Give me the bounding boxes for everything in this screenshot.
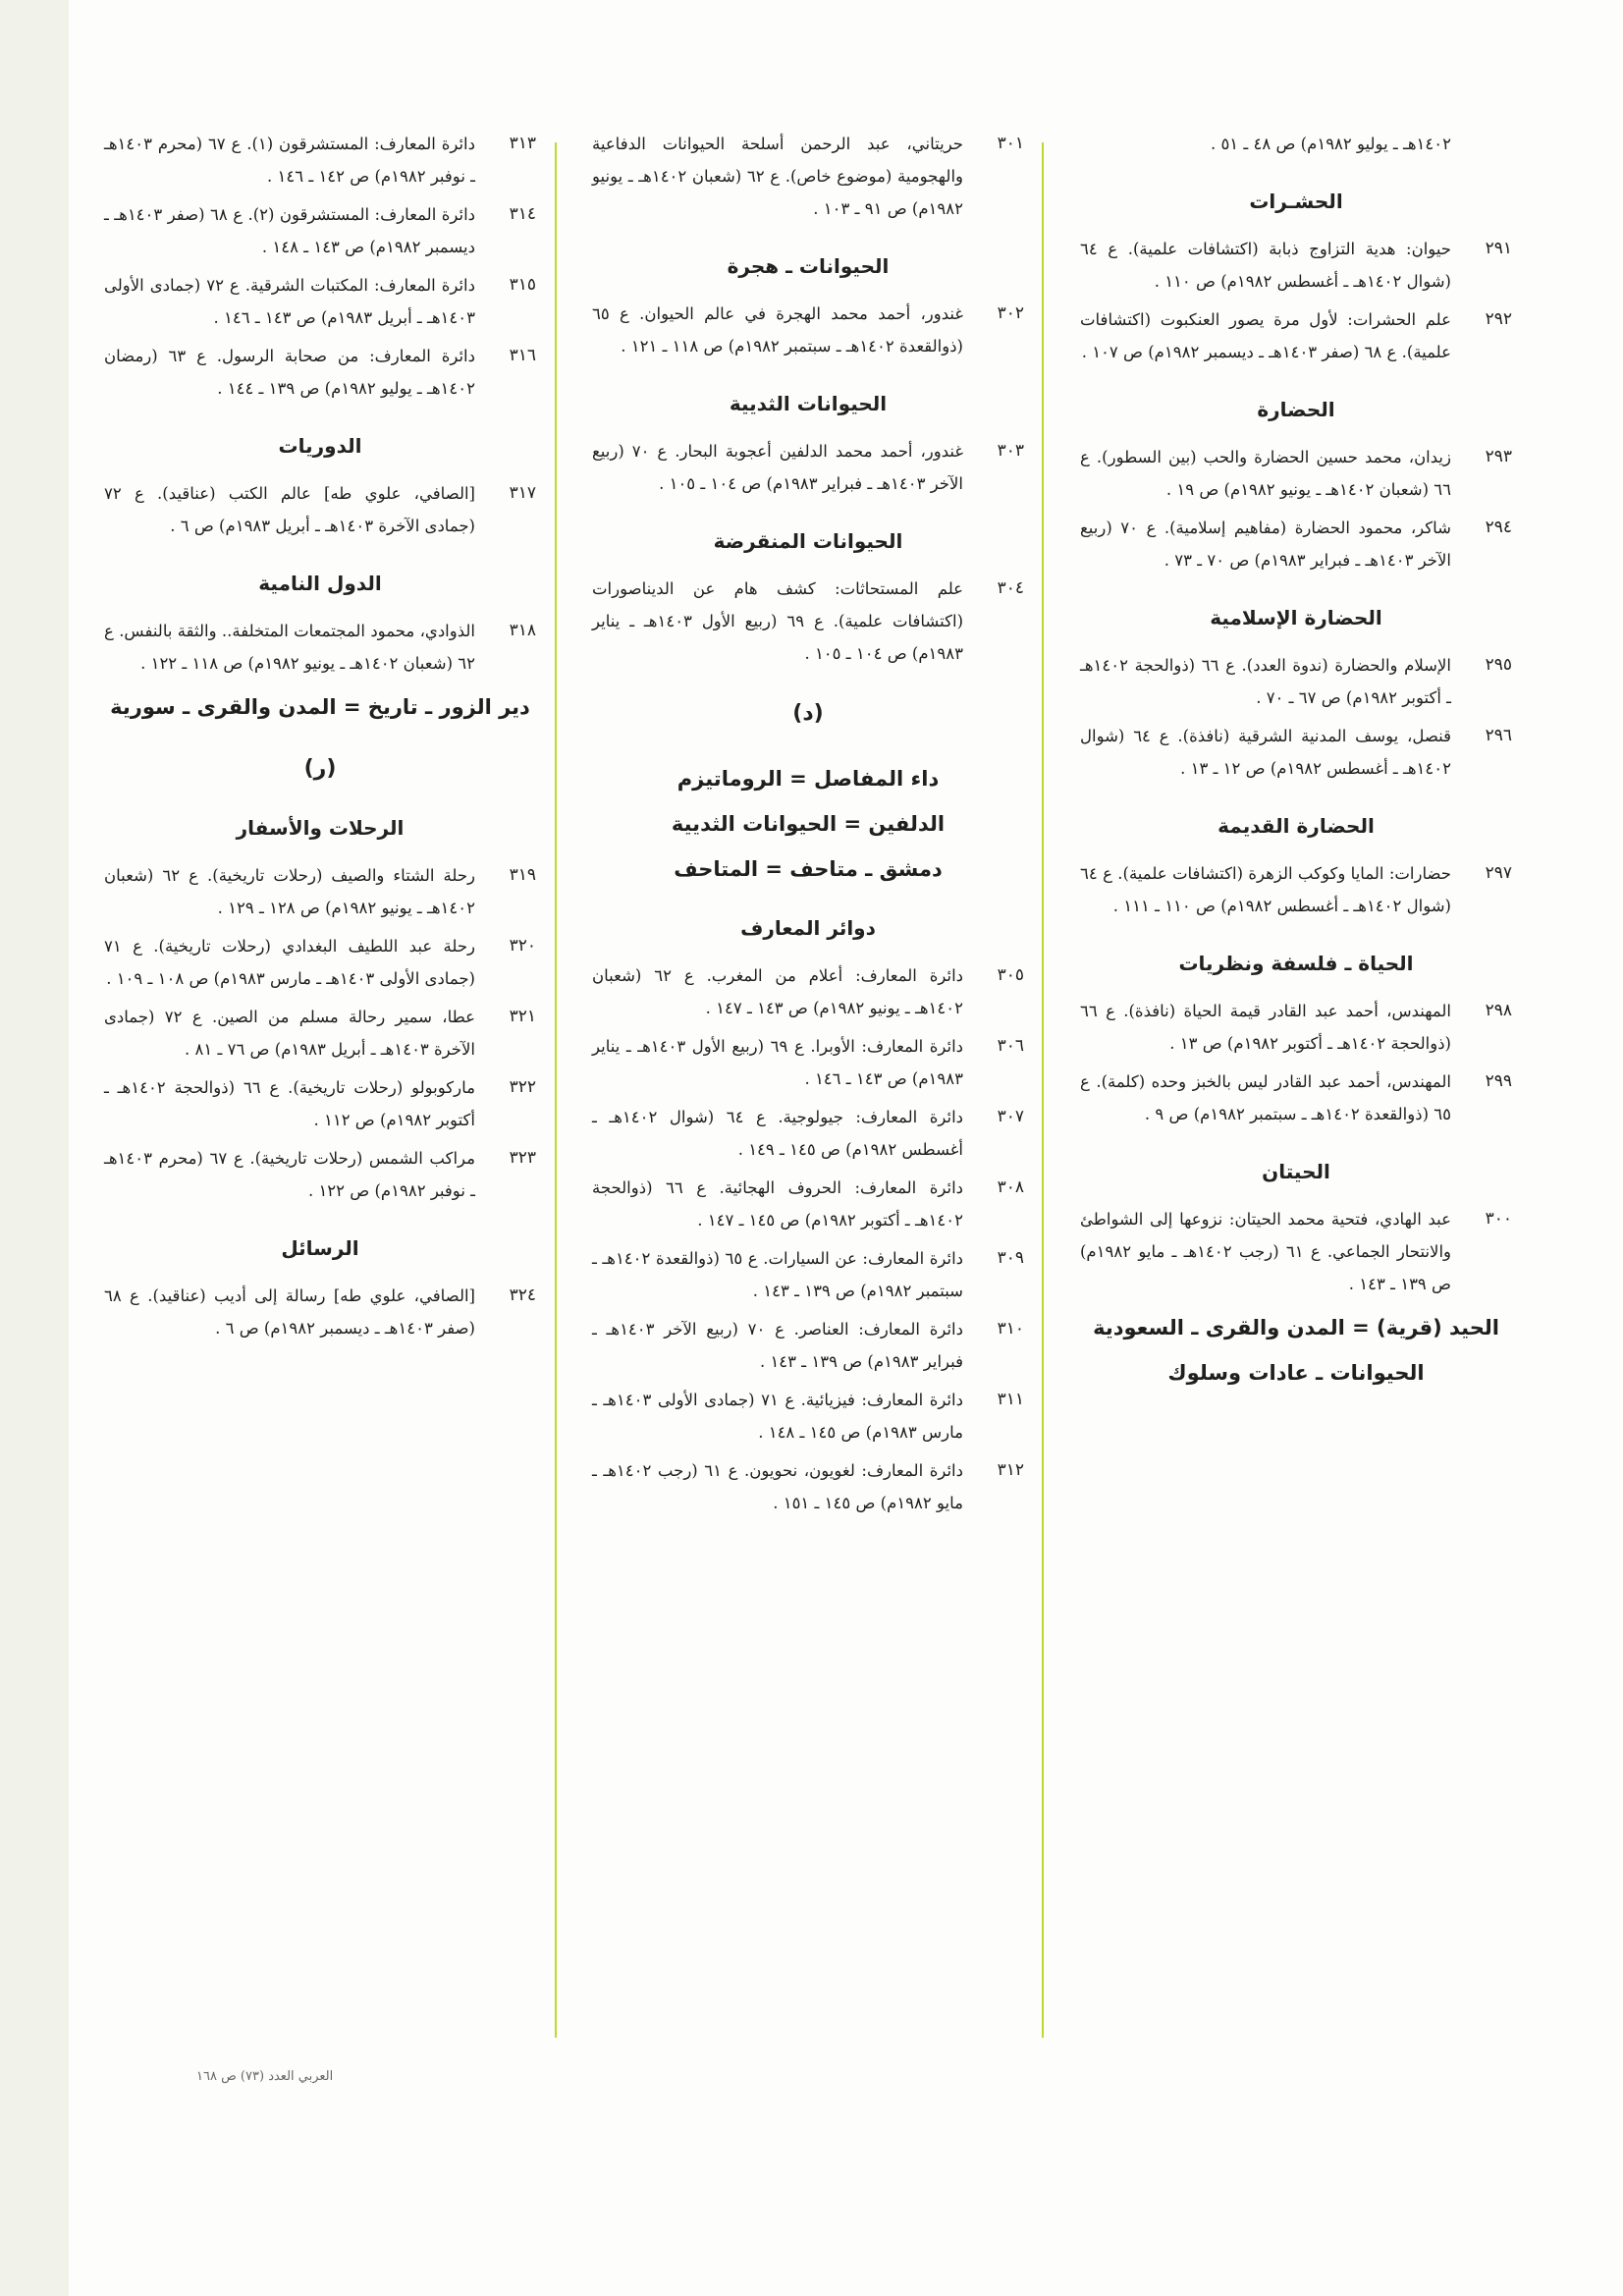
entry-number: ٣٠٦ [997, 1036, 1024, 1056]
index-entry [592, 298, 1024, 362]
index-column-right [1080, 128, 1512, 2043]
index-entry [592, 1384, 1024, 1449]
entry-number: ٣٠١ [997, 134, 1024, 153]
letter-section-heading: (ر) [303, 756, 337, 781]
entry-number: ٣١٩ [509, 865, 536, 885]
entry-number: ٣١٤ [509, 204, 536, 224]
subject-heading: الحيوانات الثديية [729, 392, 888, 415]
entry-text: حريتاني، عبد الرحمن أسلحة الحيوانات الدفاعية والهجومية (موضوع خاص). ع ٦٢ (شعبان ١٤٠٢هـ ـ يونيو ١٩٨٢م) ص ٩١ ـ ١٠٣ . [592, 135, 963, 218]
entry-text: ١٤٠٢هـ ـ يوليو ١٩٨٢م) ص ٤٨ ـ ٥١ . [1210, 135, 1451, 153]
letter-section-heading: (د) [792, 701, 824, 726]
entry-number: ٣١٥ [509, 275, 536, 295]
entry-text: المهندس، أحمد عبد القادر قيمة الحياة (نافذة). ع ٦٦ (ذوالحجة ١٤٠٢هـ ـ أكتوبر ١٩٨٢م) ص ١٣ . [1080, 1002, 1451, 1053]
entry-number: ٣٠٥ [997, 965, 1024, 985]
subject-heading: الرسائل [281, 1236, 359, 1260]
subject-heading: الحيوانات ـ هجرة [727, 254, 890, 278]
index-entry [592, 1242, 1024, 1307]
index-entry [1080, 441, 1512, 506]
subject-heading: الحياة ـ فلسفة ونظريات [1178, 952, 1414, 975]
entry-number: ٣٠٣ [997, 441, 1024, 461]
entry-number: ٢٩١ [1485, 239, 1512, 258]
entry-number: ٢٩٨ [1485, 1001, 1512, 1020]
cross-reference: داء المفاصل = الروماتيزم [676, 767, 940, 791]
index-entry [1080, 995, 1512, 1060]
index-entry [1080, 1066, 1512, 1130]
cross-reference: دير الزور ـ تاريخ = المدن والقرى ـ سورية [110, 695, 530, 719]
subject-heading: الرحلات والأسفار [236, 816, 405, 840]
cross-reference: الدلفين = الحيوانات الثديية [671, 812, 946, 836]
index-column-left [104, 128, 536, 2043]
entry-text: الذوادي، محمود المجتمعات المتخلفة.. والثقة بالنفس. ع ٦٢ (شعبان ١٤٠٢هـ ـ يونيو ١٩٨٢م) ص ١١٨ ـ ١٢٢ . [104, 622, 475, 673]
entry-text: عطا، سمير رحالة مسلم من الصين. ع ٧٢ (جمادى الآخرة ١٤٠٣هـ ـ أبريل ١٩٨٣م) ص ٧٦ ـ ٨١ . [104, 1008, 475, 1059]
index-entry [592, 959, 1024, 1024]
index-entry [104, 198, 536, 263]
entry-text: ماركوبولو (رحلات تاريخية). ع ٦٦ (ذوالحجة ١٤٠٢هـ ـ أكتوبر ١٩٨٢م) ص ١١٢ . [104, 1078, 475, 1129]
subject-heading: الحيوانات المنقرضة [713, 529, 903, 553]
index-entry [104, 1071, 536, 1136]
entry-number: ٣٢٢ [509, 1077, 536, 1097]
subject-heading: دوائر المعارف [740, 916, 876, 940]
index-entry [1080, 649, 1512, 714]
entry-text: حيوان: هدية التزاوج ذبابة (اكتشافات علمية). ع ٦٤ (شوال ١٤٠٢هـ ـ أغسطس ١٩٨٢م) ص ١١٠ . [1080, 240, 1451, 291]
index-entry [104, 1142, 536, 1207]
entry-text: زيدان، محمد حسين الحضارة والحب (بين السطور). ع ٦٦ (شعبان ١٤٠٢هـ ـ يونيو ١٩٨٢م) ص ١٩ . [1080, 448, 1451, 499]
entry-number: ٣١٣ [509, 134, 536, 153]
index-entry [104, 477, 536, 542]
entry-number: ٢٩٢ [1485, 309, 1512, 329]
index-entry [1080, 720, 1512, 785]
entry-text: دائرة المعارف: أعلام من المغرب. ع ٦٢ (شعبان ١٤٠٢هـ ـ يونيو ١٩٨٢م) ص ١٤٣ ـ ١٤٧ . [592, 966, 963, 1017]
index-entry [104, 128, 536, 192]
subject-heading: الدول النامية [258, 572, 382, 595]
entry-text: دائرة المعارف: العناصر. ع ٧٠ (ربيع الآخر ١٤٠٣هـ ـ فبراير ١٩٨٣م) ص ١٣٩ ـ ١٤٣ . [592, 1320, 963, 1371]
entry-number: ٣٠٤ [997, 578, 1024, 598]
entry-number: ٣٢١ [509, 1007, 536, 1026]
continued-text [1080, 128, 1512, 160]
subject-heading: الحضارة الإسلامية [1210, 606, 1382, 629]
entry-text: دائرة المعارف: الأوبرا. ع ٦٩ (ربيع الأول ١٤٠٣هـ ـ يناير ١٩٨٣م) ص ١٤٣ ـ ١٤٦ . [592, 1037, 964, 1088]
entry-number: ٣٠٠ [1485, 1209, 1512, 1229]
entry-text: دائرة المعارف: الحروف الهجائية. ع ٦٦ (ذوالحجة ١٤٠٢هـ ـ أكتوبر ١٩٨٢م) ص ١٤٥ ـ ١٤٧ . [592, 1178, 964, 1230]
entry-number: ٣٠٩ [997, 1248, 1024, 1268]
index-entry [592, 1030, 1024, 1095]
entry-number: ٣٠٧ [997, 1107, 1024, 1126]
entry-text: دائرة المعارف: جيولوجية. ع ٦٤ (شوال ١٤٠٢هـ ـ أغسطس ١٩٨٢م) ص ١٤٥ ـ ١٤٩ . [592, 1108, 963, 1159]
entry-number: ٢٩٥ [1485, 655, 1512, 675]
subject-heading: الحيتان [1262, 1160, 1330, 1183]
entry-number: ٣١٢ [997, 1460, 1024, 1480]
entry-text: قنصل، يوسف المدنية الشرقية (نافذة). ع ٦٤ (شوال ١٤٠٢هـ ـ أغسطس ١٩٨٢م) ص ١٢ ـ ١٣ . [1080, 727, 1451, 778]
index-entry [1080, 303, 1512, 368]
entry-text: المهندس، أحمد عبد القادر ليس بالخبز وحده (كلمة). ع ٦٥ (ذوالقعدة ١٤٠٢هـ ـ سبتمبر ١٩٨٢م) ص ٩ . [1080, 1072, 1451, 1123]
index-entry [104, 859, 536, 924]
entry-number: ٣١٨ [509, 621, 536, 640]
index-entry [1080, 1203, 1512, 1300]
entry-number: ٢٩٩ [1485, 1071, 1512, 1091]
entry-number: ٣٠٢ [997, 303, 1024, 323]
entry-number: ٢٩٧ [1485, 863, 1512, 883]
entry-text: علم الحشرات: لأول مرة يصور العنكبوت (اكتشافات علمية). ع ٦٨ (صفر ١٤٠٣هـ ـ ديسمبر ١٩٨٢م) ص ١٠٧ . [1080, 310, 1451, 361]
entry-number: ٣١٠ [997, 1319, 1024, 1339]
entry-number: ٢٩٤ [1485, 518, 1512, 537]
subject-heading: الحضارة القديمة [1217, 814, 1375, 838]
entry-number: ٣٢٠ [509, 936, 536, 956]
index-entry [104, 1001, 536, 1066]
index-entry [592, 573, 1024, 670]
index-entry [104, 1280, 536, 1344]
index-entry [1080, 512, 1512, 576]
entry-text: عبد الهادي، فتحية محمد الحيتان: نزوعها إلى الشواطئ والانتحار الجماعي. ع ٦١ (رجب ١٤٠٢هـ ـ مايو ١٩٨٢م) ص ١٣٩ ـ ١٤٣ . [1080, 1210, 1451, 1293]
index-entry [1080, 857, 1512, 922]
entry-text: علم المستحاثات: كشف هام عن الديناصورات (اكتشافات علمية). ع ٦٩ (ربيع الأول ١٤٠٣هـ ـ يناير ١٩٨٣م) ص ١٠٤ ـ ١٠٥ . [592, 579, 964, 663]
cross-reference: الحيوانات ـ عادات وسلوك [1167, 1361, 1425, 1385]
entry-text: دائرة المعارف: فيزيائية. ع ٧١ (جمادى الأولى ١٤٠٣هـ ـ مارس ١٩٨٣م) ص ١٤٥ ـ ١٤٨ . [592, 1391, 963, 1442]
entry-text: حضارات: المايا وكوكب الزهرة (اكتشافات علمية). ع ٦٤ (شوال ١٤٠٢هـ ـ أغسطس ١٩٨٢م) ص ١١٠ ـ ١١١ . [1080, 864, 1451, 915]
index-entry [592, 1101, 1024, 1166]
entry-text: الإسلام والحضارة (ندوة العدد). ع ٦٦ (ذوالحجة ١٤٠٢هـ ـ أكتوبر ١٩٨٢م) ص ٦٧ ـ ٧٠ . [1080, 656, 1451, 707]
index-column-middle [592, 128, 1024, 2043]
cross-reference: دمشق ـ متاحف = المتاحف [674, 857, 943, 881]
entry-number: ٣٢٤ [509, 1285, 536, 1305]
entry-text: [الصافي، علوي طه] عالم الكتب (عناقيد). ع ٧٢ (جمادى الآخرة ١٤٠٣هـ ـ أبريل ١٩٨٣م) ص ٦ . [104, 484, 475, 535]
index-page [98, 128, 1512, 2043]
index-entry [104, 269, 536, 334]
page-footer: العربي العدد (٧٣) ص ١٦٨ [196, 2069, 334, 2084]
subject-heading: الحضارة [1257, 398, 1335, 421]
index-entry [104, 340, 536, 405]
index-entry [104, 615, 536, 680]
entry-number: ٣٠٨ [997, 1177, 1024, 1197]
entry-text: رحلة الشتاء والصيف (رحلات تاريخية). ع ٦٢ (شعبان ١٤٠٢هـ ـ يونيو ١٩٨٢م) ص ١٢٨ ـ ١٢٩ . [104, 866, 476, 917]
entry-number: ٣١٦ [509, 346, 536, 365]
index-entry [104, 930, 536, 995]
entry-number: ٣١٧ [509, 483, 536, 503]
index-entry [592, 1313, 1024, 1378]
entry-text: دائرة المعارف: لغويون، نحويون. ع ٦١ (رجب ١٤٠٢هـ ـ مايو ١٩٨٢م) ص ١٤٥ ـ ١٥١ . [592, 1461, 963, 1512]
entry-number: ٣٢٣ [509, 1148, 536, 1168]
index-entry [592, 435, 1024, 500]
entry-text: شاكر، محمود الحضارة (مفاهيم إسلامية). ع ٧٠ (ربيع الآخر ١٤٠٣هـ ـ فبراير ١٩٨٣م) ص ٧٠ ـ ٧٣ . [1080, 519, 1451, 570]
entry-text: رحلة عبد اللطيف البغدادي (رحلات تاريخية). ع ٧١ (جمادى الأولى ١٤٠٣هـ ـ مارس ١٩٨٣م) ص ١٠٨ ـ ١٠٩ . [104, 937, 475, 988]
index-entry [1080, 233, 1512, 298]
entry-text: غندور، أحمد محمد الهجرة في عالم الحيوان. ع ٦٥ (ذوالقعدة ١٤٠٢هـ ـ سبتمبر ١٩٨٢م) ص ١١٨ ـ ١٢١ . [592, 304, 963, 355]
entry-number: ٢٩٣ [1485, 447, 1512, 466]
entry-number: ٢٩٦ [1485, 726, 1512, 745]
page-margin-band [0, 0, 69, 2296]
cross-reference: الحيد (قرية) = المدن والقرى ـ السعودية [1093, 1316, 1499, 1339]
index-entry [592, 1454, 1024, 1519]
entry-text: دائرة المعارف: المستشرقون (١). ع ٦٧ (محرم ١٤٠٣هـ ـ نوفبر ١٩٨٢م) ص ١٤٢ ـ ١٤٦ . [104, 135, 475, 186]
entry-text: دائرة المعارف: من صحابة الرسول. ع ٦٣ (رمضان ١٤٠٢هـ ـ يوليو ١٩٨٢م) ص ١٣٩ ـ ١٤٤ . [104, 347, 475, 398]
entry-text: دائرة المعارف: المستشرقون (٢). ع ٦٨ (صفر ١٤٠٣هـ ـ ديسمبر ١٩٨٢م) ص ١٤٣ ـ ١٤٨ . [104, 205, 475, 256]
index-entry [592, 128, 1024, 225]
entry-text: مراكب الشمس (رحلات تاريخية). ع ٦٧ (محرم ١٤٠٣هـ ـ نوفبر ١٩٨٢م) ص ١٢٢ . [104, 1149, 475, 1200]
entry-text: غندور، أحمد محمد الدلفين أعجوبة البحار. ع ٧٠ (ربيع الآخر ١٤٠٣هـ ـ فبراير ١٩٨٣م) ص ١٠٤ ـ ١٠٥ . [592, 442, 963, 493]
entry-number: ٣١١ [997, 1390, 1024, 1409]
column-divider [555, 142, 557, 2038]
entry-text: دائرة المعارف: المكتبات الشرقية. ع ٧٢ (جمادى الأولى ١٤٠٣هـ ـ أبريل ١٩٨٣م) ص ١٤٣ ـ ١٤٦ . [104, 276, 475, 327]
subject-heading: الدوريات [278, 434, 362, 458]
subject-heading: الحشـرات [1249, 190, 1343, 213]
entry-text: دائرة المعارف: عن السيارات. ع ٦٥ (ذوالقعدة ١٤٠٢هـ ـ سبتمبر ١٩٨٢م) ص ١٣٩ ـ ١٤٣ . [592, 1249, 964, 1300]
column-divider [1042, 142, 1044, 2038]
entry-text: [الصافي، علوي طه] رسالة إلى أديب (عناقيد). ع ٦٨ (صفر ١٤٠٣هـ ـ ديسمبر ١٩٨٢م) ص ٦ . [104, 1286, 475, 1338]
index-entry [592, 1172, 1024, 1236]
